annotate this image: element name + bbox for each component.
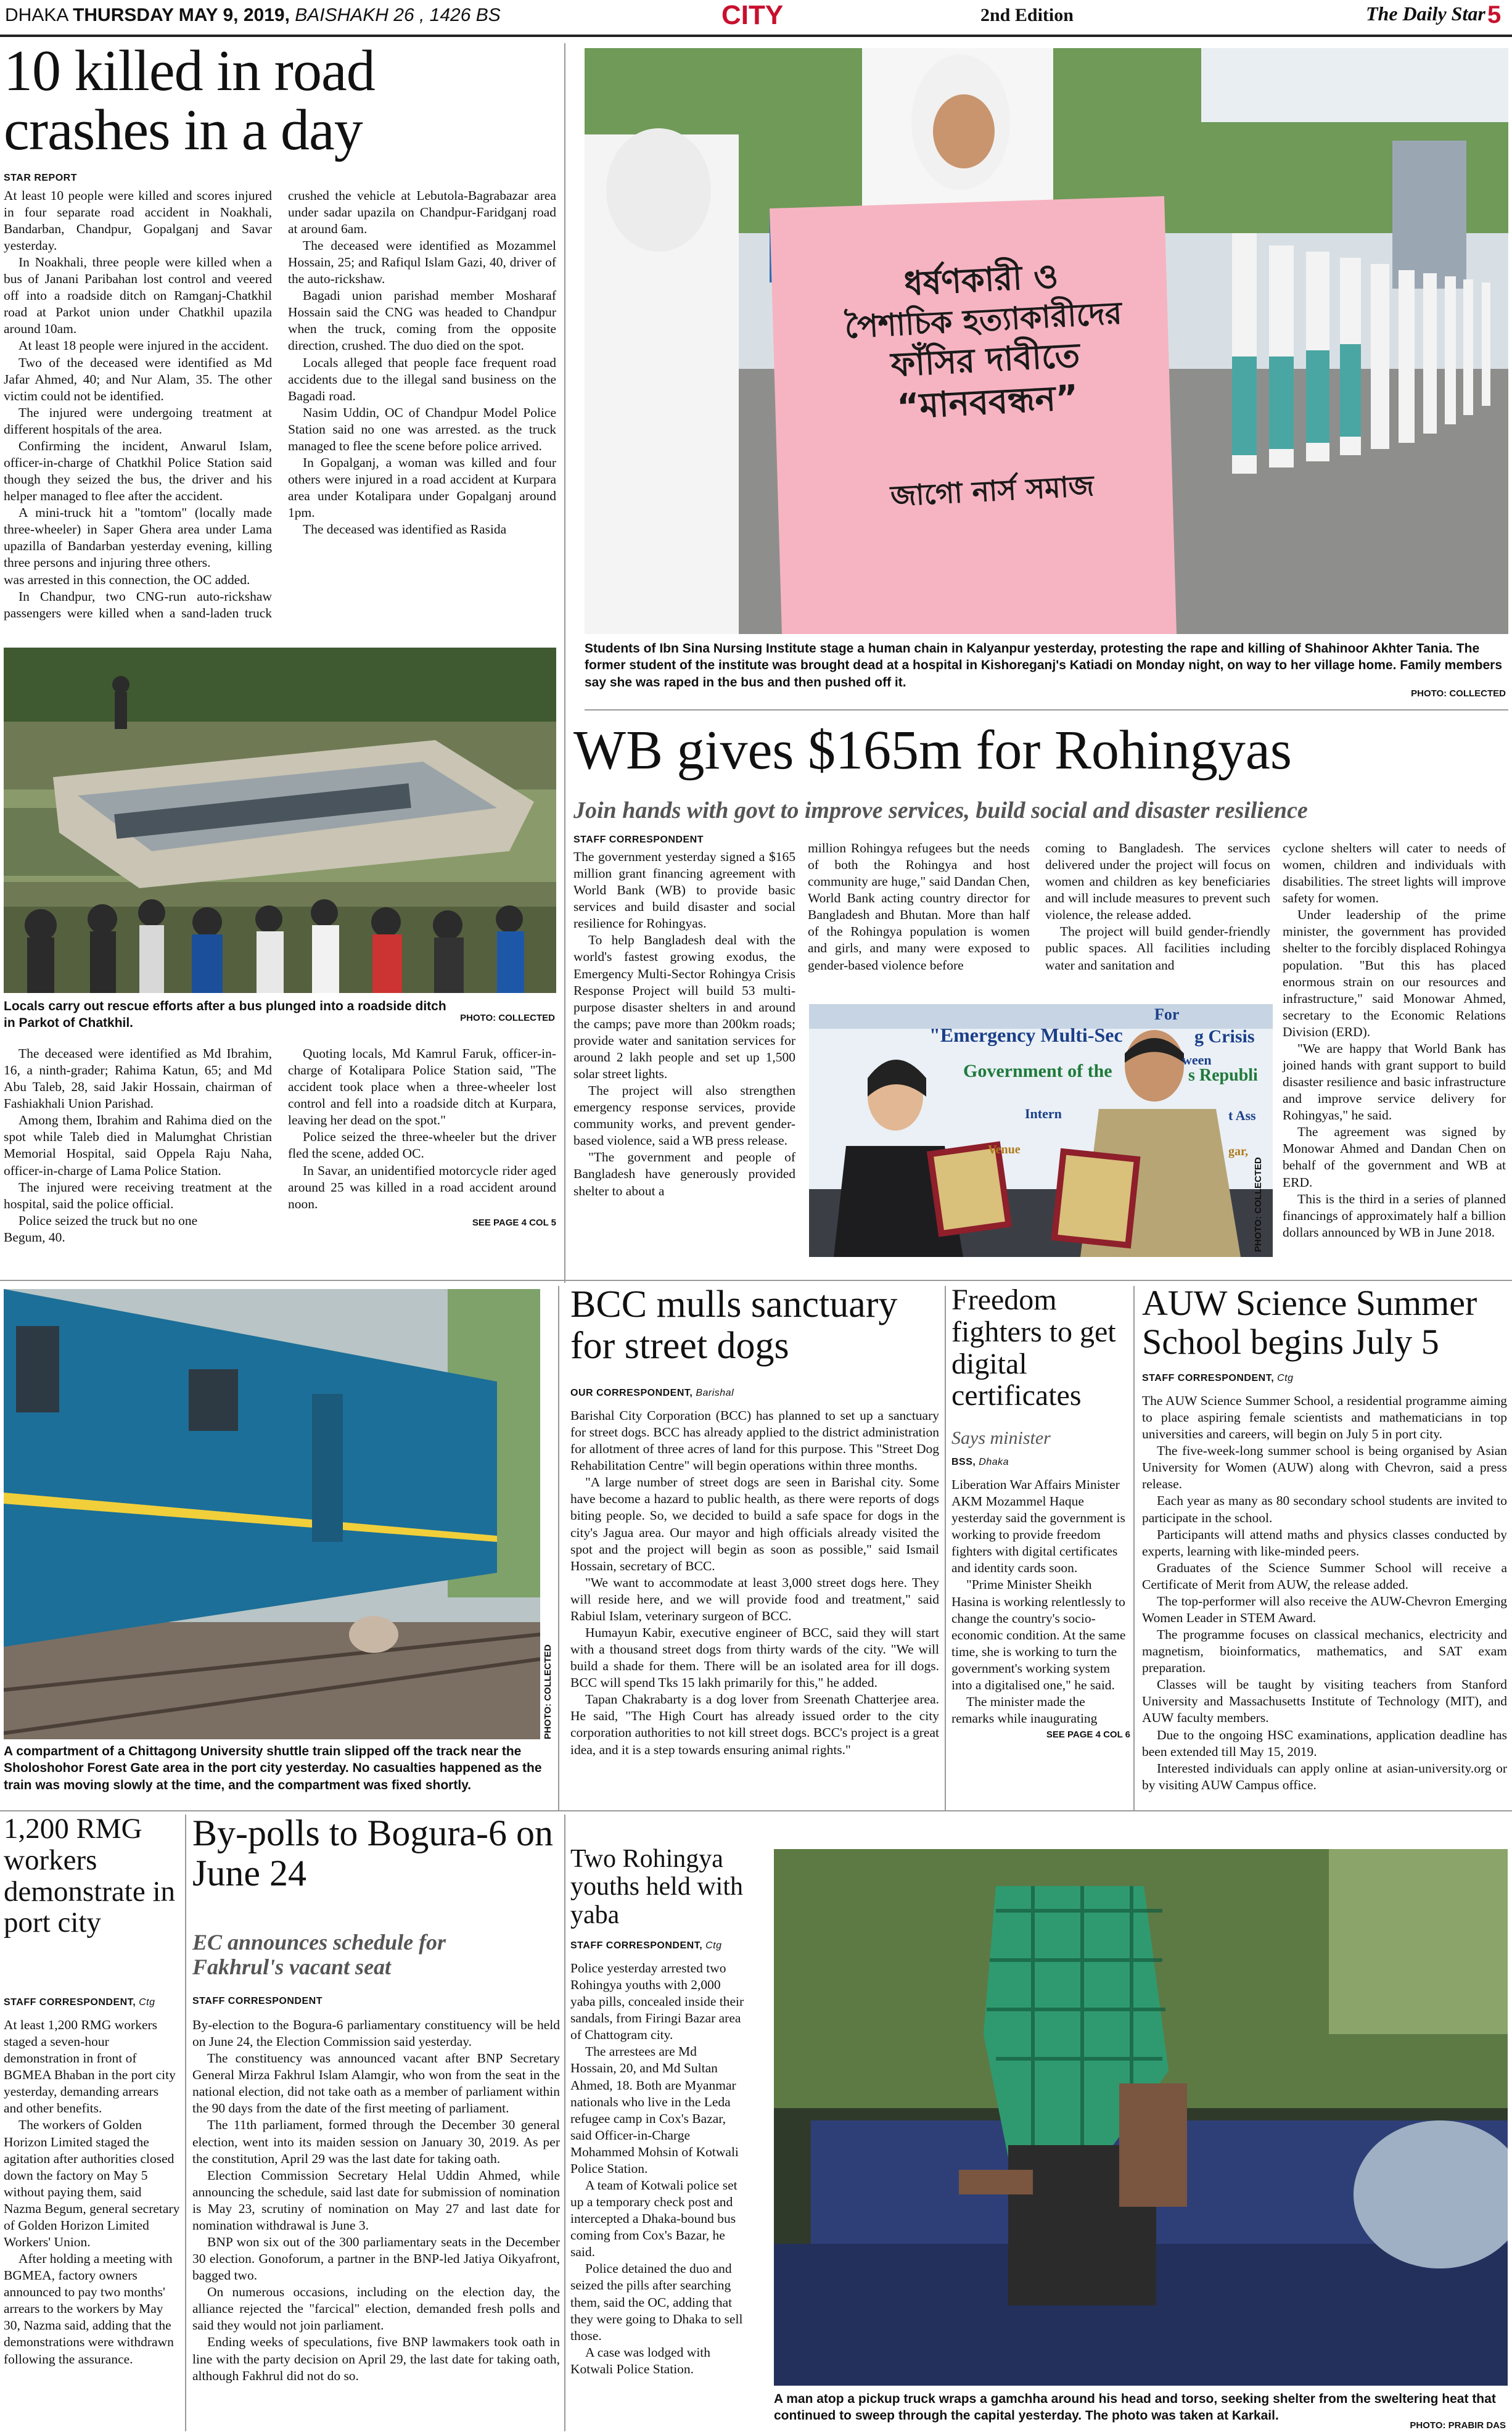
freedom-headline: Freedom fighters to get digital certificates <box>951 1283 1116 1412</box>
yaba-byline-name: STAFF CORRESPONDENT, <box>570 1940 703 1951</box>
section-name: CITY <box>721 0 784 30</box>
masthead-city: DHAKA <box>5 5 68 25</box>
paragraph: Participants will attend maths and physics classes conducted by experts, learning with like-minded peers. <box>1142 1527 1507 1559</box>
paragraph: In Gopalganj, a woman was killed and four others were injured in a road accident at Kurpara area under Kotalipara under Gopalganj around 1pm. <box>288 455 556 521</box>
paragraph: million Rohingya refugees but the needs of both the Rohingya and host community are huge," said Dandan Chen, World Bank acting country director for Bangladesh and Bhutan. More than half of the Rohingya population is women and girls, and many were exposed to gender-based violence before <box>808 841 1030 973</box>
wb-col2 <box>808 840 1030 974</box>
bcc-body <box>570 1407 939 1758</box>
crash-body-bottom <box>4 1045 556 1249</box>
paragraph: "We are happy that World Bank has joined hands with grant support to build disaster resilience and basic infrastructure and improve service delivery for Rohingyas," he said. <box>1283 1040 1506 1123</box>
paragraph: Under leadership of the prime minister, the government has provided shelter to the forcibly displaced Rohingya population. "But this has placed enormous strain on our resources and infrastructure," said Monowar Ahmed, secretary to the Economic Relations Division (ERD). <box>1283 907 1506 1039</box>
heat-caption: A man atop a pickup truck wraps a gamchha around his head and torso, seeking shelter from the sweltering heat that continued to sweep through the capital yesterday. The photo was taken at Karkail. <box>774 2392 1496 2423</box>
paragraph: A team of Kotwali police set up a temporary check post and intercepted a Dhaka-bound bus coming from Cox's Bazar, he said. <box>570 2178 738 2260</box>
bypoll-headline: By-polls to Bogura-6 on June 24 <box>192 1813 553 1893</box>
column-rule <box>564 43 565 1283</box>
paragraph: Due to the ongoing HSC examinations, application deadline has been extended till May 15, 2019. <box>1142 1727 1507 1759</box>
bcc-byline-name: OUR CORRESPONDENT, <box>570 1388 693 1398</box>
auw-headline: AUW Science Summer School begins July 5 <box>1142 1283 1477 1362</box>
banner-line: For <box>1154 1005 1180 1023</box>
paragraph: cyclone shelters will cater to needs of women, children and individuals with disabilities. The street lights will improve safety for women. <box>1283 841 1506 906</box>
paragraph: coming to Bangladesh. The services delivered under the project will focus on women and children as key beneficiaries and will include measures to prevent such violence, the release added. <box>1045 841 1270 923</box>
paragraph: At least 10 people were killed and scores injured in four separate road accident in Noakhali, Bandarban, Chandpur, Gopalganj and Savar yesterday. <box>4 187 272 253</box>
paragraph: Begum, 40. <box>4 1229 65 1245</box>
paragraph: The 11th parliament, formed through the December 30 general election, went into its maiden session on January 30, 2019. As per the constitution, April 29 was the last date for taking oath. <box>192 2117 560 2166</box>
wb-headline: WB gives $165m for Rohingyas <box>573 720 1292 781</box>
paragraph: The project will build gender-friendly public spaces. All facilities including water and sanitation and <box>1045 924 1270 973</box>
section-rule <box>0 1810 1512 1811</box>
freedom-dateline: Dhaka <box>979 1457 1009 1467</box>
banner-line: t Ass <box>1228 1108 1256 1123</box>
edition-label: 2nd Edition <box>980 5 1074 25</box>
auw-body <box>1142 1393 1507 1794</box>
paragraph: Humayun Kabir, executive engineer of BCC, said they will start with a thousand street dogs from thirty wards of the city. "We will build a shade for them. There will be an isolated area for ill dogs. BCC will spend Tks 15 lakh primarily for this," he added. <box>570 1625 939 1691</box>
rmg-byline <box>4 1997 155 2008</box>
paragraph: Quoting locals, Md Kamrul Faruk, officer-in-charge of Kotalipara Police Station said, "The accident took place when a three-wheeler lost control and fell into a roadside ditch at Kurpara, leaving her dead on the spot." <box>288 1046 556 1128</box>
paragraph: Police detained the duo and seized the pills after searching them, said the OC, adding that they were going to Dhaka to sell those. <box>570 2261 743 2343</box>
paragraph: Locals alleged that people face frequent road accidents due to the illegal sand business on the Bagadi road. <box>288 355 556 403</box>
heat-photo <box>774 1849 1508 2386</box>
paragraph: Bagadi union parishad member Mosharaf Hossain said the CNG was headed to Chandpur when the truck, coming from the opposite direction, crushed. The duo died on the spot. <box>288 288 556 353</box>
paragraph: The government yesterday signed a $165 million grant financing agreement with World Bank (WB) to provide basic services and build disaster and social resilience for Rohingyas. <box>573 849 795 931</box>
freedom-byline-name: BSS, <box>951 1457 976 1467</box>
yaba-dateline: Ctg <box>705 1940 722 1951</box>
paragraph: Two of the deceased were identified as Md Jafar Ahmed, 40; and Nur Alam, 35. The other victim could not be identified. <box>4 355 272 403</box>
crash-jump-link[interactable]: SEE PAGE 4 COL 5 <box>472 1217 556 1228</box>
bypoll-byline: STAFF CORRESPONDENT <box>192 1996 323 2006</box>
paragraph: Ending weeks of speculations, five BNP lawmakers took oath in line with the party decision on April 29, the last date for taking oath, although Fakhrul did not do so. <box>192 2334 560 2383</box>
paragraph: In Noakhali, three people were killed when a bus of Janani Paribahan lost control and veered off into a roadside ditch on Ramganj-Chatkhil road at Parkot union under Chatkhil upazila around 10am. <box>4 255 272 337</box>
heat-credit: PHOTO: PRABIR DAS <box>1410 2420 1506 2431</box>
paragraph: The project will also strengthen emergency response services, provide community works, and prevent gender-based violence, said a WB press release. <box>573 1083 795 1148</box>
paragraph: A case was lodged with Kotwali Police Station. <box>570 2344 711 2376</box>
freedom-jump-link[interactable]: SEE PAGE 4 COL 6 <box>1046 1729 1130 1741</box>
column-rule <box>558 1286 559 1810</box>
banner-line: Government of the <box>963 1061 1112 1081</box>
crash-headline: 10 killed in road crashes in a day <box>4 39 375 162</box>
auw-byline <box>1142 1373 1294 1384</box>
paragraph: Classes will be taught by visiting teachers from Stanford University and Massachusetts Institute of Technology (MIT), and AUW faculty members. <box>1142 1677 1507 1726</box>
paragraph: Graduates of the Science Summer School will receive a Certificate of Merit from AUW, the release added. <box>1142 1560 1507 1592</box>
paragraph: Nasim Uddin, OC of Chandpur Model Police Station said no one was arrested. as the truck managed to flee the scene before police arrived. <box>288 405 556 453</box>
paragraph: The AUW Science Summer School, a residential programme aiming to place aspiring female scientists and mathematicians in top universities and careers, will begin on July 5 in port city. <box>1142 1393 1507 1442</box>
freedom-deck: Says minister <box>951 1428 1051 1448</box>
paragraph: The programme focuses on classical mechanics, electricity and magnetism, bioinformatics, mathematics, and SAT exam preparation. <box>1142 1627 1507 1676</box>
placard-line: ধর্ষণকারী ও <box>903 256 1059 303</box>
banner-line: gar, <box>1228 1145 1249 1158</box>
paragraph: In Savar, an unidentified motorcycle rider aged around 25 was killed in a road accident around noon. <box>288 1163 556 1211</box>
banner-line: "Emergency Multi-Sec <box>929 1024 1123 1046</box>
section-rule <box>585 709 1508 711</box>
paragraph: To help Bangladesh deal with the world's fastest growing exodus, the Emergency Multi-Sector Rohingya Crisis Response Project will build 53 multi-purpose disaster shelters in and around the camps; pave more than 200km roads; provide water and sanitation services for around 2 lakh people and set up 1,500 solar street lights. <box>573 933 795 1082</box>
yaba-headline: Two Rohingya youths held with yaba <box>570 1845 743 1929</box>
rmg-body <box>4 2017 180 2368</box>
wb-col3 <box>1045 840 1270 974</box>
crash-byline: STAR REPORT <box>4 172 77 183</box>
wb-col1 <box>573 849 795 1200</box>
paragraph: The deceased were identified as Md Ibrahim, 16, a ninth-grader; Rahima Katun, 65; and Md Abu Taleb, 28, said Jakir Hossain, chairman of Fashiakhali Union Parishad. <box>4 1046 272 1111</box>
rmg-headline: 1,200 RMG workers demonstrate in port city <box>4 1813 176 1939</box>
rmg-dateline: Ctg <box>139 1997 155 2008</box>
freedom-byline <box>951 1457 1009 1468</box>
masthead-date: THURSDAY MAY 9, 2019, <box>73 5 290 25</box>
paragraph: Tapan Chakrabarty is a dog lover from Sreenath Chatterjee area. He said, "The High Court has already issued order to the city corporation authorities to not kill street dogs. BCC's project is a great idea, and it is a step towards ensuring animal rights." <box>570 1692 939 1757</box>
wb-col4 <box>1283 840 1506 1241</box>
paragraph: The minister made the remarks while inaugurating <box>951 1694 1098 1726</box>
paragraph: At least 1,200 RMG workers staged a seven-hour demonstration in front of BGMEA Bhaban in the port city yesterday, demanding arrears and other benefits. <box>4 2017 176 2116</box>
paragraph: Confirming the incident, Anwarul Islam, officer-in-charge of Chatkhil Police Station said though they seized the bus, the driver and his helper managed to flee after the accident. <box>4 438 272 504</box>
crash-body-top <box>4 187 556 622</box>
paragraph: Barishal City Corporation (BCC) has planned to set up a sanctuary for street dogs. BCC has already applied to the district administration for allotment of three acres of land for this purpose. This "Street Dog Rehabilitation Centre" will begin operations within three months. <box>570 1408 939 1473</box>
wb-deck: Join hands with govt to improve services, build social and disaster resilience <box>573 797 1308 823</box>
bcc-byline <box>570 1388 734 1399</box>
paragraph: The agreement was signed by Monowar Ahmed and Dandan Chen on behalf of the government and WB at ERD. <box>1283 1124 1506 1190</box>
placard-line: জাগো নার্স সমাজ <box>889 468 1095 513</box>
section-rule <box>0 1280 1512 1281</box>
paragraph: Police seized the truck but no one <box>18 1213 198 1228</box>
paragraph: The top-performer will also receive the AUW-Chevron Emerging Women Leader in STEM Award. <box>1142 1593 1507 1626</box>
paragraph: "We want to accommodate at least 3,000 street dogs here. They will reside here, and we will provide food and treatment," said Rabiul Islam, veterinary surgeon of BCC. <box>570 1575 939 1623</box>
paragraph: The arrestees are Md Hossain, 20, and Md Sultan Ahmed, 18. Both are Myanmar nationals who live in the Leda refugee camp in Cox's Bazar, said Officer-in-Charge Mohammed Mohsin of Kotwali Police Station. <box>570 2044 739 2176</box>
masthead-rule <box>0 35 1512 37</box>
bypoll-body <box>192 2017 560 2384</box>
bus-crash-caption: Locals carry out rescue efforts after a bus plunged into a roadside ditch in Parkot of Chatkhil. <box>4 999 446 1031</box>
paragraph: The workers of Golden Horizon Limited staged the agitation after authorities closed down the factory on May 5 without paying them, said Nazma Begum, general secretary of Golden Horizon Limited Workers' Union. <box>4 2117 180 2250</box>
paragraph: Police seized the three-wheeler but the driver fled the scene, added OC. <box>288 1129 556 1161</box>
freedom-body <box>951 1477 1130 1741</box>
train-photo-credit: PHOTO: COLLECTED <box>543 1644 553 1739</box>
paragraph: The constituency was announced vacant after BNP Secretary General Mirza Fakhrul Islam Alamgir, who won from the seat in the national election, did not take oath as a member of parliament within the 90 days from the date of the first meeting of parliament. <box>192 2051 560 2116</box>
rmg-byline-name: STAFF CORRESPONDENT, <box>4 1997 136 2008</box>
auw-dateline: Ctg <box>1277 1373 1294 1383</box>
paper-logo: The Daily Star <box>1366 2 1485 25</box>
banner-line: ween <box>1182 1052 1212 1068</box>
bcc-headline: BCC mulls sanctuary for street dogs <box>570 1283 898 1367</box>
paragraph: "A large number of street dogs are seen in Barishal city. Some have become a hazard to public health, as there were reports of dogs biting people. So, we decided to build a safe space for dogs in the city's Jagua area. Our mayor and high officials already visited the spot and the project will begin as soon as possible," said Ismail Hossain, secretary of BCC. <box>570 1475 939 1573</box>
column-rule <box>185 1815 186 2431</box>
column-rule <box>1133 1286 1135 1810</box>
yaba-byline <box>570 1940 722 1951</box>
placard-text <box>783 249 1190 519</box>
bus-crash-credit: PHOTO: COLLECTED <box>460 1013 555 1023</box>
human-chain-caption: Students of Ibn Sina Nursing Institute stage a human chain in Kalyanpur yesterday, protesting the rape and killing of Shahinoor Akhter Tania. The former student of the institute was brought dead at a hospital in Kishoreganj's Katiadi on Monday night, on way to her village home. Family members say she was raped in the bus and then pushed off it. <box>585 641 1503 690</box>
paragraph: The deceased was identified as Rasida <box>303 522 507 537</box>
paragraph: On numerous occasions, including on the election day, the alliance rejected the "farcical" election, demanded fresh polls and said they would not join parliament. <box>192 2285 560 2333</box>
paragraph: "Prime Minister Sheikh Hasina is working relentlessly to change the country's socio-economic condition. At the same time, she is working to turn the government's working system into a digitalised one," he said. <box>951 1577 1126 1692</box>
paragraph: At least 18 people were injured in the accident. <box>18 338 269 353</box>
column-rule <box>564 1815 565 2431</box>
placard-line: ফাঁসির দাবীতে <box>890 336 1081 385</box>
bcc-dateline: Barishal <box>696 1388 734 1398</box>
wb-banner-text <box>809 1004 1273 1189</box>
paragraph: After holding a meeting with BGMEA, factory owners announced to pay two months' arrears to the workers by May 30, Nazma said, adding that the demonstrations were withdrawn following the assurance. <box>4 2251 174 2367</box>
paragraph: Interested individuals can apply online at asian-university.org or by visiting AUW Campus office. <box>1142 1760 1507 1792</box>
paragraph: By-election to the Bogura-6 parliamentary constituency will be held on June 24, the Election Commission said yesterday. <box>192 2017 560 2050</box>
placard-line: পৈশাচিক হত্যাকারীদের <box>844 294 1123 345</box>
paragraph: Election Commission Secretary Helal Uddin Ahmed, while announcing the schedule, said last date for submission of nomination is May 23, scrutiny of nomination on May 27 and last date for nomination withdrawal is June 3. <box>192 2167 560 2233</box>
human-chain-credit: PHOTO: COLLECTED <box>1411 688 1506 699</box>
auw-byline-name: STAFF CORRESPONDENT, <box>1142 1373 1275 1383</box>
paragraph: was arrested in this connection, the OC added. <box>4 572 250 587</box>
masthead-bangla-date: BAISHAKH 26 , 1426 BS <box>295 5 501 25</box>
yaba-body <box>570 1960 746 2378</box>
paragraph: A mini-truck hit a "tomtom" (locally made three-wheeler) in Saper Ghera area under Lama upazilla of Bandarban yesterday evening, killing three persons and injuring three others. <box>4 505 272 571</box>
paragraph: Each year as many as 80 secondary school students are invited to participate in the school. <box>1142 1493 1507 1525</box>
bus-crash-photo <box>4 648 556 993</box>
paragraph: The injured were receiving treatment at the hospital, said the police official. <box>4 1179 272 1211</box>
paragraph: The injured were undergoing treatment at different hospitals of the area. <box>4 405 272 437</box>
dateline-bar <box>5 5 501 26</box>
page-number: 5 <box>1487 1 1502 28</box>
paragraph: The five-week-long summer school is being organised by Asian University for Women (AUW) along with Chevron, said a press release. <box>1142 1443 1507 1492</box>
placard-line: “মানববন্ধন” <box>895 377 1080 427</box>
banner-line: s Republi <box>1188 1066 1258 1085</box>
paragraph: In Chandpur, two CNG-run auto-rickshaw passengers were killed when a sand-laden truck crushed the vehicle at Lebutola-Bagrabazar area under sadar upazila on Chandpur-Faridganj road at around 6am. <box>4 187 556 620</box>
wb-byline: STAFF CORRESPONDENT <box>573 834 704 845</box>
paragraph: Police yesterday arrested two Rohingya youths with 2,000 yaba pills, concealed inside their sandals, from Firingi Bazar area of Chattogram city. <box>570 1961 744 2043</box>
paragraph: "The government and people of Bangladesh have generously provided shelter to about a <box>573 1150 795 1198</box>
paragraph: This is the third in a series of planned financings of approximately half a billion dollars announced by WB in June 2018. <box>1283 1191 1506 1240</box>
banner-line: Intern <box>1025 1106 1062 1121</box>
paragraph: BNP won six out of the 300 parliamentary seats in the December 30 election. Gonoforum, a partner in the BNP-led Jatiya Oikyafront, bagged two. <box>192 2235 560 2283</box>
bypoll-deck: EC announces schedule for Fakhrul's vacant seat <box>192 1930 446 1979</box>
banner-line: g Crisis <box>1194 1026 1255 1047</box>
column-rule <box>945 1286 946 1810</box>
paragraph: The deceased were identified as Mozammel Hossain, 25; and Rafiqul Islam Gazi, 40, driver of the auto-rickshaw. <box>288 237 556 287</box>
paragraph: Liberation War Affairs Minister AKM Mozammel Haque yesterday said the government is working to provide freedom fighters with digital certificates and identity cards soon. <box>951 1477 1125 1576</box>
train-caption: A compartment of a Chittagong University shuttle train slipped off the track near the Sholoshohor Forest Gate area in the port city yesterday. No casualties happened as the train was moving slowly at the time, and the compartment was fixed shortly. <box>4 1744 542 1792</box>
wb-photo-credit: PHOTO: COLLECTED <box>1253 1157 1263 1252</box>
banner-line: Venue <box>988 1143 1021 1156</box>
masthead <box>0 0 1512 37</box>
train-photo <box>4 1289 540 1739</box>
paragraph: Among them, Ibrahim and Rahima died on the spot while Taleb died in Malumghat Christian Memorial Hospital, said Oppela Raju Naha, officer-in-charge of Lama Police Station. <box>4 1113 272 1178</box>
